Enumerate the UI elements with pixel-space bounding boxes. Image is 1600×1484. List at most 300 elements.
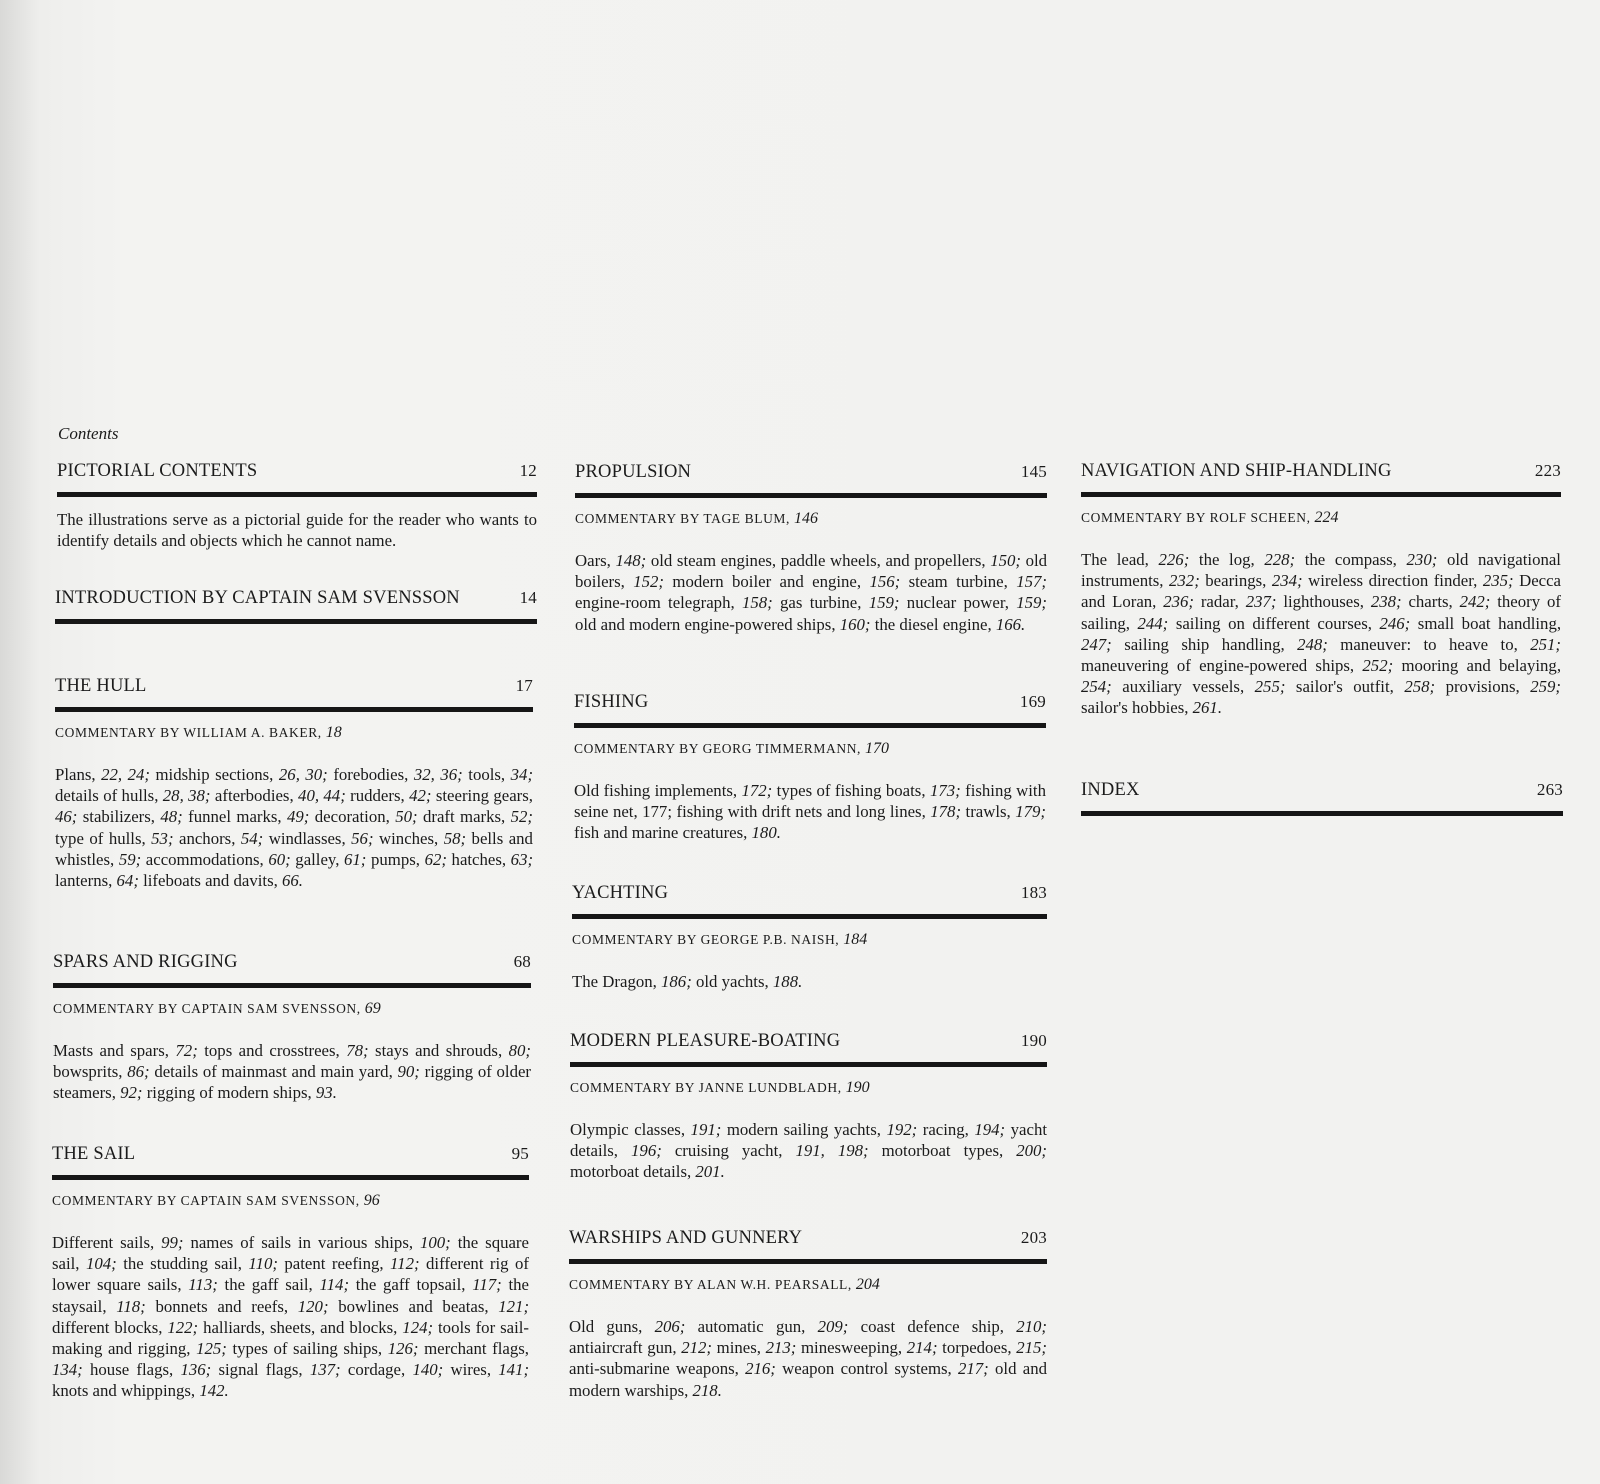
entry-page: 252; [1362, 656, 1394, 676]
entry-topic: mooring and belaying, [1401, 656, 1562, 676]
section-introduction [55, 587, 537, 624]
entry-item [570, 1120, 721, 1139]
entry-topic: galley, [295, 849, 340, 869]
entry-item [333, 765, 462, 784]
section-header [572, 882, 1047, 904]
section-commentary [52, 1192, 529, 1210]
entry-page: 254; [1081, 677, 1112, 697]
entry-page: 134; [52, 1360, 83, 1380]
section-rule [52, 1175, 529, 1180]
entry-item [190, 1233, 450, 1252]
commentary-page: 204 [855, 1276, 880, 1293]
entry-item [1081, 698, 1222, 717]
entry-item [1283, 592, 1401, 611]
entry-topic: types of fishing boats, [776, 781, 926, 800]
entry-topic: tools for sail-making and rigging, [52, 1317, 529, 1359]
entry-page: 54; [240, 828, 264, 848]
entry-item [861, 1317, 1047, 1336]
entry-topic: fish and marine creatures, [574, 823, 748, 843]
entry-topic: mines, [716, 1338, 761, 1358]
entry-page: 125; [196, 1339, 227, 1359]
entry-page: 59; [118, 849, 142, 869]
section-commentary [574, 740, 1046, 758]
entry-item [942, 1338, 1047, 1357]
section-page: 190 [1020, 1031, 1047, 1050]
entry-topic: tops and crosstrees, [204, 1041, 340, 1060]
entry-topic: old boilers, [575, 551, 1048, 592]
entry-item [569, 1359, 776, 1378]
entry-page: 156; [869, 572, 901, 592]
section-commentary [575, 510, 1047, 528]
entry-item [801, 1338, 938, 1357]
entry-item [146, 850, 291, 869]
entry-topic: weapon control systems, [782, 1359, 952, 1379]
section-page: 14 [519, 588, 537, 607]
commentary-page: 184 [843, 931, 868, 948]
entry-item [572, 972, 692, 991]
section-rule [569, 1259, 1047, 1264]
commentary-page: 190 [845, 1079, 870, 1096]
entry-item [696, 972, 802, 991]
entry-topic: motorboat details, [570, 1162, 692, 1182]
entry-item [338, 1297, 529, 1316]
entry-topic: theory of sailing, [1081, 592, 1561, 633]
entry-topic: different rig of lower square sails, [52, 1254, 530, 1295]
entry-item [677, 802, 962, 821]
entry-page: 52; [510, 807, 533, 827]
entry-item [423, 807, 533, 826]
entry-page: 230; [1406, 550, 1438, 569]
entry-page: 173; [929, 781, 961, 800]
entry-topic: wireless direction finder, [1308, 571, 1478, 591]
entry-topic: type of hulls, [55, 828, 146, 848]
entry-item [575, 615, 870, 634]
section-header [55, 675, 533, 697]
section-header [53, 951, 531, 973]
entry-page: 110; [248, 1254, 278, 1274]
entry-topic: wires, [450, 1360, 492, 1380]
entry-item [575, 551, 646, 570]
entry-page: 117; [472, 1275, 502, 1295]
entry-item [1081, 656, 1393, 675]
entry-topic: sailor's hobbies, [1081, 698, 1189, 718]
section-commentary [570, 1079, 1047, 1097]
entry-item [777, 781, 961, 800]
entry-item [179, 829, 263, 848]
section-commentary [55, 724, 533, 742]
section-navigation [1081, 460, 1561, 719]
section-title: NAVIGATION AND SHIP-HANDLING [1081, 461, 1392, 481]
entry-item [698, 1317, 849, 1336]
entry-page: 209; [817, 1317, 849, 1336]
entry-item [123, 1254, 278, 1273]
entry-page: 34; [510, 765, 534, 784]
entry-topic: funnel marks, [188, 807, 282, 827]
entry-topic: antiaircraft gun, [569, 1338, 677, 1358]
entry-item [225, 1275, 349, 1294]
entry-page: 216; [745, 1359, 776, 1379]
entry-item [55, 765, 150, 784]
section-page: 183 [1020, 883, 1047, 902]
entry-topic: patent reefing, [284, 1254, 384, 1274]
entry-item [154, 1062, 420, 1081]
entry-item [1124, 635, 1328, 654]
entry-item [727, 1120, 917, 1139]
commentary-page: 96 [363, 1192, 380, 1209]
section-entries [1081, 549, 1561, 719]
entry-item [356, 1275, 502, 1294]
entry-topic: details of mainmast and main yard, [154, 1062, 393, 1082]
entry-page: 58; [443, 828, 467, 848]
entry-topic: draft marks, [422, 807, 506, 827]
section-title: THE HULL [55, 676, 147, 696]
entry-page: 78; [346, 1041, 369, 1060]
entry-topic: The Dragon, [572, 972, 657, 991]
entry-page: 255; [1254, 677, 1286, 697]
entry-item [780, 593, 899, 612]
section-title: WARSHIPS AND GUNNERY [569, 1228, 803, 1248]
entry-page: 62; [424, 849, 447, 869]
entry-topic: fishing with seine net, 177; [574, 781, 1046, 822]
entry-item [55, 871, 139, 890]
entry-topic: the studding sail, [123, 1254, 242, 1274]
entry-item [315, 807, 418, 826]
entry-page: 80; [508, 1041, 532, 1060]
entry-page: 246; [1379, 613, 1411, 633]
entry-item [52, 1381, 229, 1400]
entry-topic: sailing on different courses, [1175, 613, 1372, 633]
section-modern-pleasure-boating [570, 1030, 1047, 1183]
entry-page: 214; [906, 1338, 938, 1358]
entry-page: 152; [633, 572, 665, 592]
entry-item [782, 1359, 989, 1378]
entry-page: 235; [1482, 571, 1514, 591]
entry-topic: signal flags, [218, 1360, 303, 1380]
section-entries [53, 1040, 531, 1104]
entry-page: 188. [772, 972, 803, 991]
entry-topic: winches, [379, 828, 439, 848]
entry-page: 191; [690, 1120, 722, 1139]
entry-topic: afterbodies, [214, 786, 294, 806]
section-title: FISHING [574, 692, 649, 712]
entry-topic: the diesel engine, [874, 614, 992, 634]
entry-topic: old and modern engine-powered ships, [575, 614, 836, 634]
entry-item [375, 1041, 531, 1060]
section-rule [574, 723, 1046, 728]
entry-item [55, 786, 211, 805]
entry-item [52, 1318, 198, 1337]
entry-page: 172; [741, 781, 773, 800]
entry-page: 210; [1016, 1317, 1047, 1336]
section-header [1081, 460, 1561, 482]
section-entries [569, 1316, 1047, 1401]
entry-item [204, 1041, 368, 1060]
commentary-author: COMMENTARY BY ROLF SCHEEN, [1081, 510, 1311, 525]
entry-topic: bowlines and beatas, [338, 1296, 489, 1316]
entry-item [156, 765, 328, 784]
entry-topic: bonnets and reefs, [155, 1296, 289, 1316]
entry-topic: rigging of modern ships, [146, 1083, 312, 1103]
section-header [52, 1143, 529, 1165]
entry-topic: old steam engines, paddle wheels, and propellers, [650, 551, 986, 570]
entry-page: 191, 198; [795, 1141, 869, 1161]
entry-page: 200; [1016, 1141, 1047, 1161]
section-page: 145 [1020, 462, 1047, 481]
entry-topic: rigging of older steamers, [53, 1062, 532, 1103]
entry-topic: bowsprits, [53, 1062, 123, 1082]
entry-topic: The lead, [1081, 550, 1149, 569]
entry-page: 50; [395, 807, 418, 827]
entry-page: 247; [1081, 634, 1112, 654]
section-header [569, 1227, 1047, 1249]
entry-item [52, 1233, 184, 1252]
section-the-sail [52, 1143, 529, 1402]
entry-page: 28, 38; [162, 786, 211, 806]
section-rule [55, 707, 533, 712]
entry-topic: the staysail, [52, 1275, 529, 1316]
entry-topic: modern sailing yachts, [726, 1120, 881, 1139]
section-title: PROPULSION [575, 462, 692, 482]
entry-item [53, 1041, 198, 1060]
entry-topic: bells and whistles, [55, 828, 533, 869]
entry-topic: torpedoes, [942, 1338, 1012, 1358]
entry-page: 124; [402, 1317, 434, 1337]
entry-item [569, 1317, 685, 1336]
entry-page: 215; [1016, 1338, 1048, 1358]
entry-page: 49; [287, 807, 310, 827]
entry-page: 234; [1271, 571, 1303, 591]
entry-topic: pumps, [371, 849, 420, 869]
entry-page: 258; [1404, 677, 1436, 697]
entry-page: 238; [1370, 592, 1402, 612]
entry-topic: halliards, sheets, and blocks, [203, 1317, 398, 1337]
section-title: MODERN PLEASURE-BOATING [570, 1031, 841, 1051]
section-header [574, 691, 1046, 713]
entry-page: 259; [1530, 677, 1561, 697]
entry-item [1340, 635, 1561, 654]
entry-topic: minesweeping, [800, 1338, 903, 1358]
entry-item [875, 615, 1026, 634]
entry-page: 48; [160, 807, 183, 827]
entry-topic: old navigational instruments, [1081, 550, 1561, 591]
entry-item [188, 807, 309, 826]
entry-page: 192; [886, 1120, 918, 1139]
entry-item [379, 829, 466, 848]
entry-topic: the compass, [1304, 550, 1397, 569]
section-rule [572, 914, 1047, 919]
entry-item [53, 1062, 150, 1081]
section-rule [1081, 811, 1563, 816]
entry-item [1081, 550, 1189, 569]
section-entries [575, 550, 1047, 635]
entry-page: 104; [85, 1254, 117, 1274]
entry-page: 86; [127, 1062, 150, 1082]
section-the-hull [55, 675, 533, 891]
section-rule [570, 1062, 1047, 1067]
entry-topic: hatches, [451, 849, 507, 869]
entry-topic: the square sail, [52, 1233, 529, 1274]
entry-topic: Old guns, [569, 1317, 643, 1336]
entry-page: 206; [654, 1317, 686, 1336]
entry-page: 46; [55, 807, 78, 827]
entry-page: 160; [839, 614, 871, 634]
commentary-author: COMMENTARY BY ALAN W.H. PEARSALL, [569, 1277, 852, 1292]
entry-page: 140; [412, 1360, 444, 1380]
entry-page: 218. [692, 1380, 722, 1400]
entry-topic: modern boiler and engine, [672, 572, 862, 592]
entry-item [882, 1141, 1047, 1160]
entry-item [966, 802, 1046, 821]
entry-topic: Decca and Loran, [1081, 571, 1561, 612]
entry-page: 180. [751, 823, 781, 843]
entry-item [569, 1338, 712, 1357]
entry-topic: lifeboats and davits, [143, 871, 278, 891]
section-rule [57, 492, 537, 497]
entry-page: 261. [1192, 698, 1223, 718]
entry-topic: automatic gun, [697, 1317, 806, 1336]
entry-page: 114; [319, 1275, 350, 1295]
entry-page: 63; [510, 849, 534, 869]
section-page: 223 [1534, 461, 1561, 480]
section-page: 203 [1020, 1228, 1047, 1247]
entry-topic: engine-room telegraph, [575, 593, 735, 613]
entry-item [675, 1141, 869, 1160]
section-fishing [574, 691, 1046, 844]
entry-page: 92; [120, 1083, 143, 1103]
entry-page: 90; [397, 1062, 420, 1082]
entry-topic: cruising yacht, [674, 1141, 783, 1161]
entry-topic: names of sails in various ships, [190, 1233, 414, 1252]
entry-page: 126; [387, 1339, 419, 1359]
section-index [1081, 779, 1563, 816]
entry-item [232, 1339, 418, 1358]
entry-page: 194; [974, 1120, 1006, 1139]
entry-item [651, 551, 1021, 570]
entry-item [1308, 571, 1513, 590]
entry-topic: auxiliary vessels, [1122, 677, 1245, 697]
entry-item [909, 572, 1047, 591]
entry-page: 236; [1163, 592, 1194, 612]
entry-topic: Masts and spars, [53, 1041, 169, 1060]
entry-topic: fishing with drift nets and long lines, [676, 802, 926, 822]
entry-item [1201, 592, 1277, 611]
entry-topic: tools, [468, 765, 506, 784]
entry-topic: old and modern warships, [569, 1359, 1047, 1400]
section-yachting [572, 882, 1047, 992]
entry-topic: knots and whippings, [52, 1381, 196, 1401]
entry-item [1205, 571, 1302, 590]
entry-item [143, 871, 303, 890]
entry-topic: decoration, [314, 807, 390, 827]
entry-page: 93. [315, 1083, 337, 1103]
entry-topic: provisions, [1445, 677, 1520, 697]
entry-topic: stays and shrouds, [375, 1041, 503, 1060]
section-title: THE SAIL [52, 1144, 136, 1164]
entry-topic: small boat handling, [1417, 613, 1562, 633]
entry-topic: steering gears, [435, 786, 533, 806]
section-commentary [569, 1276, 1047, 1294]
entry-page: 158; [741, 593, 773, 613]
entry-item [574, 781, 772, 800]
entry-page: 113; [188, 1275, 218, 1295]
section-page: 17 [515, 676, 533, 695]
section-rule [53, 983, 531, 988]
entry-topic: accommodations, [145, 849, 264, 869]
entry-page: 178; [930, 802, 962, 822]
entry-item [348, 1360, 443, 1379]
entry-page: 141; [498, 1360, 530, 1380]
entry-item [83, 807, 183, 826]
entry-topic: merchant flags, [424, 1339, 529, 1359]
commentary-page: 224 [1314, 509, 1339, 526]
entry-page: 72; [175, 1041, 198, 1060]
commentary-author: COMMENTARY BY JANNE LUNDBLADH, [570, 1080, 842, 1095]
section-pictorial-contents [57, 460, 537, 551]
section-page: 12 [519, 461, 537, 480]
entry-page: 157; [1016, 572, 1047, 592]
entry-page: 60; [268, 849, 291, 869]
entry-page: 217; [958, 1359, 989, 1379]
entry-topic: different blocks, [52, 1317, 163, 1337]
entry-topic: types of sailing ships, [232, 1339, 383, 1359]
entry-item [574, 823, 781, 842]
commentary-author: COMMENTARY BY GEORGE P.B. NAISH, [572, 932, 840, 947]
entry-page: 99; [161, 1233, 184, 1252]
entry-item [90, 1360, 211, 1379]
section-entries [572, 971, 1047, 992]
entry-page: 32, 36; [413, 765, 463, 784]
section-entries [570, 1119, 1047, 1183]
entry-topic: charts, [1408, 592, 1453, 612]
entry-topic: nuclear power, [906, 593, 1009, 613]
section-page: 68 [513, 952, 531, 971]
entry-item [371, 850, 447, 869]
section-rule [55, 619, 537, 624]
entry-item [907, 593, 1047, 612]
entry-topic: yacht details, [570, 1120, 1047, 1161]
entry-item [1122, 677, 1285, 696]
section-intro: The illustrations serve as a pictorial guide for the reader who wants to identify details and objects which he cannot name. [57, 510, 537, 551]
entry-item [155, 1297, 328, 1316]
entry-topic: Old fishing implements, [574, 781, 738, 800]
entry-topic: details of hulls, [55, 786, 159, 806]
section-entries [574, 780, 1046, 844]
entry-item [218, 1360, 340, 1379]
entry-page: 118; [116, 1296, 146, 1316]
entry-topic: anchors, [179, 828, 236, 848]
entry-page: 100; [420, 1233, 451, 1252]
entry-topic: anti-submarine weapons, [569, 1359, 739, 1379]
entry-item [923, 1120, 1005, 1139]
entry-topic: the gaff sail, [224, 1275, 313, 1295]
commentary-page: 146 [794, 510, 818, 527]
section-rule [1081, 492, 1561, 497]
entry-item [1296, 677, 1435, 696]
entry-page: 66. [282, 871, 303, 891]
entry-item [1305, 550, 1438, 569]
entry-page: 186; [661, 972, 692, 991]
entry-page: 136; [180, 1360, 212, 1380]
entry-item [215, 786, 346, 805]
entry-item [203, 1318, 433, 1337]
commentary-author: COMMENTARY BY TAGE BLUM, [575, 511, 791, 526]
entry-page: 232; [1169, 571, 1200, 591]
section-spars-and-rigging [53, 951, 531, 1104]
entry-page: 179; [1015, 802, 1047, 822]
entry-item [269, 829, 374, 848]
entry-page: 56; [351, 828, 374, 848]
entry-page: 148; [615, 551, 647, 570]
